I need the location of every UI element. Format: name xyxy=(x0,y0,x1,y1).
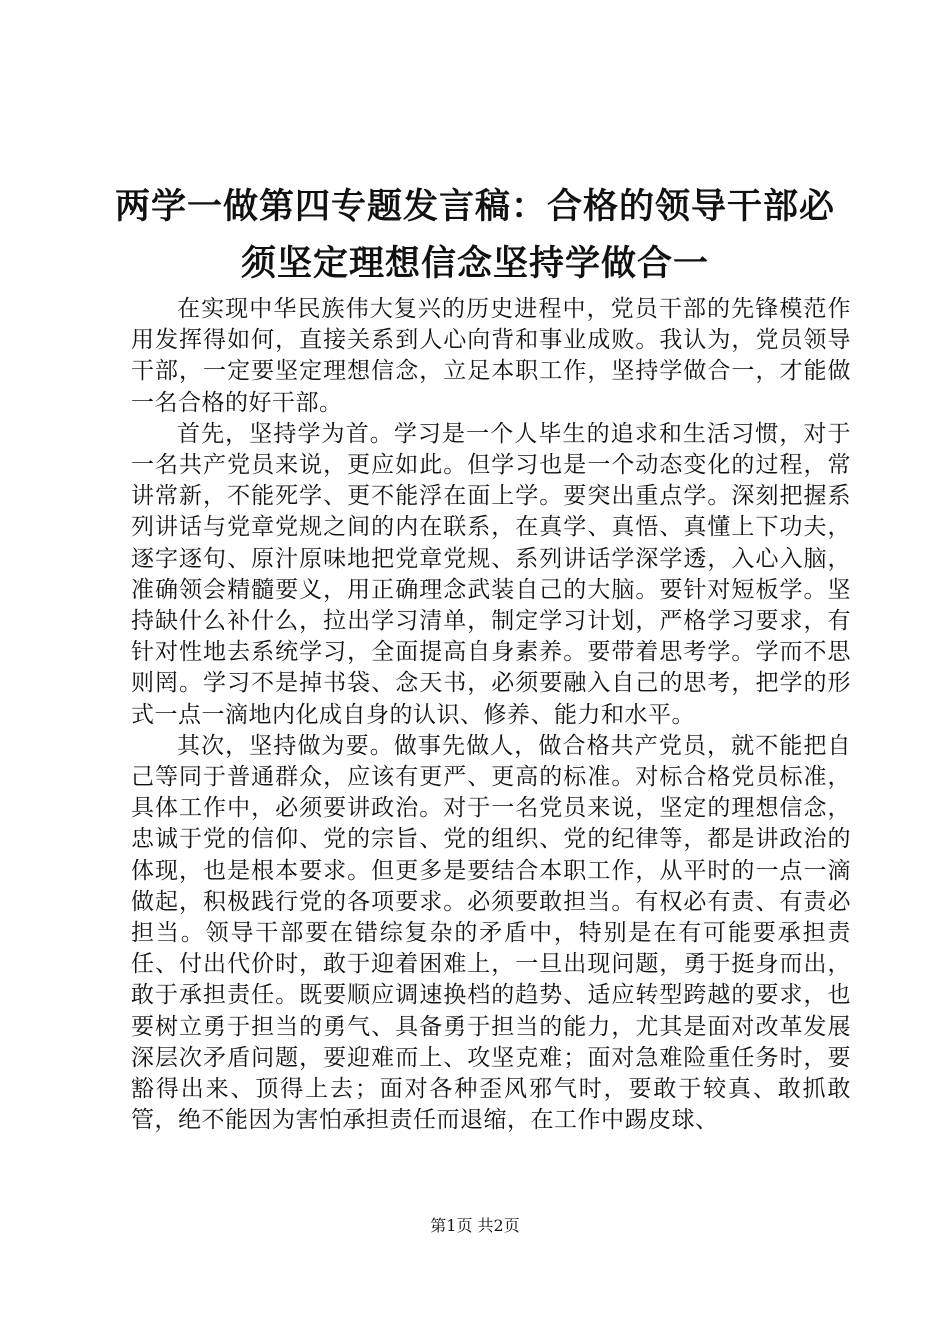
paragraph-study: 首先，坚持学为首。学习是一个人毕生的追求和生活习惯，对于一名共产党员来说，更应如此。但学习也是一个动态变化的过程，常讲常新，不能死学、更不能浮在面上学。要突出重点学。深刻把握系列讲话与党章党规之间的内在联系，在真学、真悟、真懂上下功夫，逐字逐句、原汁原味地把党章党规、系列讲话学深学透，入心入脑，准确领会精髓要义，用正确理念武装自己的大脑。要针对短板学。坚持缺什么补什么，拉出学习清单，制定学习计划，严格学习要求，有针对性地去系统学习，全面提高自身素养。要带着思考学。学而不思则罔。学习不是掉书袋、念天书，必须要融入自己的思考，把学的形式一点一滴地内化成自身的认识、修养、能力和水平。 xyxy=(131,420,851,728)
document-title: 两学一做第四专题发言稿：合格的领导干部必须坚定理想信念坚持学做合一 xyxy=(114,186,835,284)
document-body xyxy=(131,294,851,1136)
paragraph-intro: 在实现中华民族伟大复兴的历史进程中，党员干部的先锋模范作用发挥得如何，直接关系到人心向背和事业成败。我认为，党员领导干部，一定要坚定理想信念，立足本职工作，坚持学做合一，才能做一名合格的好干部。 xyxy=(131,296,851,416)
page-footer: 第1页 共2页 xyxy=(430,1216,520,1235)
paragraph-practice: 其次，坚持做为要。做事先做人，做合格共产党员，就不能把自己等同于普通群众，应该有更严、更高的标准。对标合格党员标准，具体工作中，必须要讲政治。对于一名党员来说，坚定的理想信念，忠诚于党的信仰、党的宗旨、党的组织、党的纪律等，都是讲政治的体现，也是根本要求。但更多是要结合本职工作，从平时的一点一滴做起，积极践行党的各项要求。必须要敢担当。有权必有责、有责必担当。领导干部要在错综复杂的矛盾中，特别是在有可能要承担责任、付出代价时，敢于迎着困难上，一旦出现问题，勇于挺身而出，敢于承担责任。既要顺应调速换档的趋势、适应转型跨越的要求，也要树立勇于担当的勇气、具备勇于担当的能力，尤其是面对改革发展深层次矛盾问题，要迎难而上、攻坚克难；面对急难险重任务时，要豁得出来、顶得上去；面对各种歪风邪气时，要敢于较真、敢抓敢管，绝不能因为害怕承担责任而退缩，在工作中踢皮球、 xyxy=(131,732,851,1134)
